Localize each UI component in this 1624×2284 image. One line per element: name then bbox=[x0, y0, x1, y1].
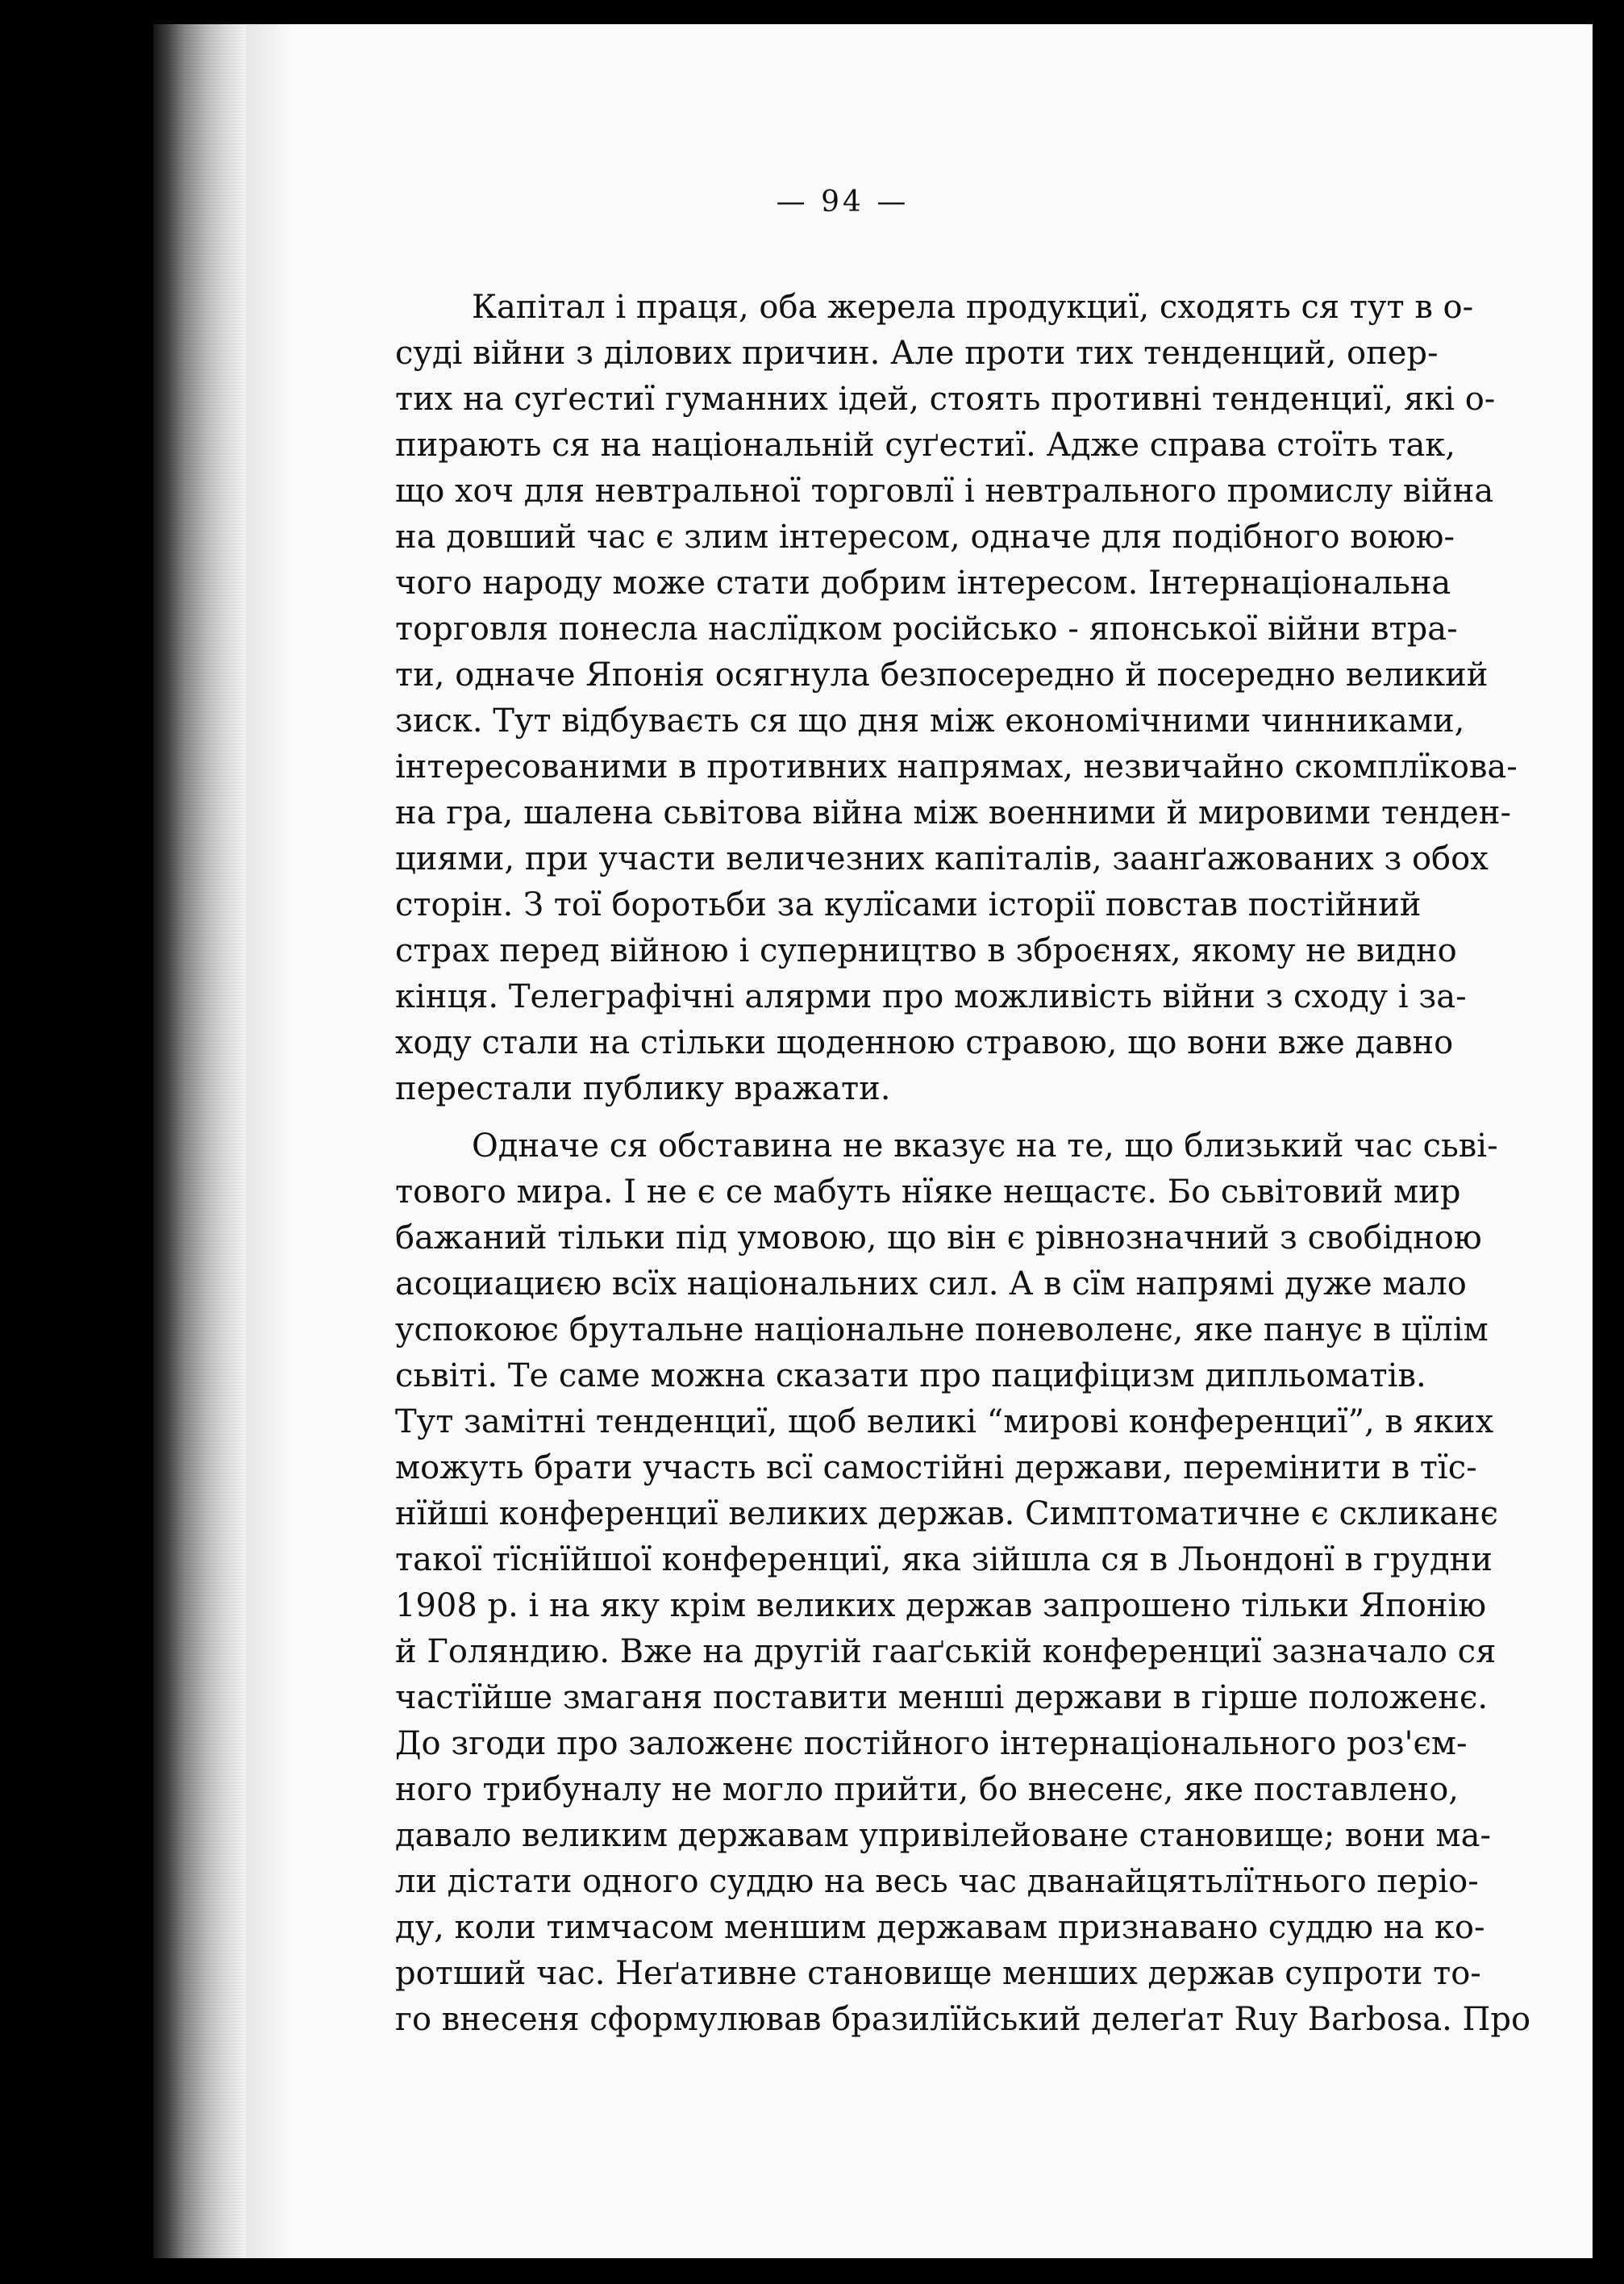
text-line: успокоює брутальне національне поневоленє, яке панує в цїлім bbox=[395, 1311, 1489, 1348]
text-line: сьвіті. Те саме можна сказати про пацифіцизм дипльоматів. bbox=[395, 1357, 1426, 1394]
paragraph bbox=[395, 285, 1593, 1112]
text-line: ти, одначе Японія осягнула безпосередно й посередно великий bbox=[395, 656, 1489, 694]
text-line: сторін. З тої боротьби за кулїсами історії повстав постійний bbox=[395, 886, 1422, 923]
page-number: — 94 — bbox=[776, 185, 910, 219]
text-line: Тут замітні тенденциї, щоб великі “мирові конференциї”, в яких bbox=[395, 1403, 1494, 1440]
text-line: бажаний тільки під умовою, що він є рівнозначний з свобідною bbox=[395, 1219, 1482, 1257]
text-line: тового мира. І не є се мабуть нїяке нещастє. Бо сьвітовий мир bbox=[395, 1173, 1461, 1211]
text-line: циями, при участи величезних капіталів, заанґажованих з обох bbox=[395, 840, 1489, 877]
text-line: інтересованими в противних напрямах, незвичайно скомплїкова- bbox=[395, 748, 1518, 786]
text-line: перестали публику вражати. bbox=[395, 1070, 891, 1107]
paragraph bbox=[395, 1123, 1593, 2043]
text-line: на гра, шалена сьвітова війна між военними й мировими тенден- bbox=[395, 794, 1511, 831]
text-line: 1908 р. і на яку крім великих держав запрошено тільки Японію bbox=[395, 1587, 1487, 1624]
text-line: ного трибуналу не могло прийти, бо внесенє, яке поставлено, bbox=[395, 1771, 1459, 1808]
text-line: давало великим державам упривілейоване становище; вони ма- bbox=[395, 1817, 1492, 1854]
text-line: на довший час є злим інтересом, одначе для подібного воюю- bbox=[395, 519, 1455, 556]
text-line: Капітал і праця, оба жерела продукциї, сходять ся тут в о- bbox=[472, 289, 1474, 326]
text-line: ходу стали на стільки щоденною стравою, що вони вже давно bbox=[395, 1024, 1454, 1061]
text-line: торговля понесла наслїдком російсько - японської війни втра- bbox=[395, 611, 1458, 648]
text-line: ду, коли тимчасом меншим державам признавано суддю на ко- bbox=[395, 1909, 1485, 1946]
text-line: такої тїснїйшої конференциї, яка зійшла ся в Льондонї в грудни bbox=[395, 1541, 1493, 1578]
text-line: зиск. Тут відбуваєть ся що дня між економічними чинниками, bbox=[395, 702, 1465, 740]
text-line: страх перед війною і суперництво в зброєнях, якому не видно bbox=[395, 932, 1457, 969]
text-line: частїйше змаганя поставити менші держави в гірше положенє. bbox=[395, 1679, 1489, 1716]
text-line: ротший час. Неґативне становище менших держав супроти то- bbox=[395, 1955, 1481, 1992]
text-line: тих на суґестиї гуманних ідей, стоять противні тенденциї, які о- bbox=[395, 381, 1496, 418]
text-line: що хоч для невтральної торговлї і невтрального промислу війна bbox=[395, 473, 1494, 510]
text-line: чого народу може стати добрим інтересом. Інтернаціональна bbox=[395, 565, 1451, 602]
gutter-shade bbox=[246, 24, 294, 2258]
text-line: суді війни з ділових причин. Але проти тих тенденций, опер- bbox=[395, 335, 1439, 372]
text-line: нїйші конференциї великих держав. Симптоматичне є скликанє bbox=[395, 1495, 1499, 1532]
text-line: можуть брати участь всї самостійні держави, перемінити в тїс- bbox=[395, 1449, 1477, 1486]
text-line: кінця. Телеграфічні алярми про можливість війни з сходу і за- bbox=[395, 978, 1467, 1015]
text-line: й Голяндию. Вже на другій гааґській конференциї зазначало ся bbox=[395, 1633, 1497, 1670]
text-line: асоциациєю всїх національних сил. А в сїм напрямі дуже мало bbox=[395, 1265, 1467, 1302]
body-text bbox=[395, 285, 1593, 2043]
page-binding-shadow bbox=[153, 24, 246, 2258]
book-page bbox=[153, 24, 1593, 2258]
text-line: ли дістати одного суддю на весь час дванайцятьлїтнього періо- bbox=[395, 1863, 1479, 1900]
text-line: пирають ся на національній суґестиї. Адже справа стоїть так, bbox=[395, 427, 1456, 464]
text-line: го внесеня сформулював бразилїйський делеґат Ruy Barbosa. Про bbox=[395, 2001, 1531, 2038]
text-line: Одначе ся обставина не вказує на те, що близький час сьві- bbox=[472, 1127, 1498, 1165]
text-line: До згоди про заложенє постійного інтернаціонального роз'єм- bbox=[395, 1725, 1468, 1762]
